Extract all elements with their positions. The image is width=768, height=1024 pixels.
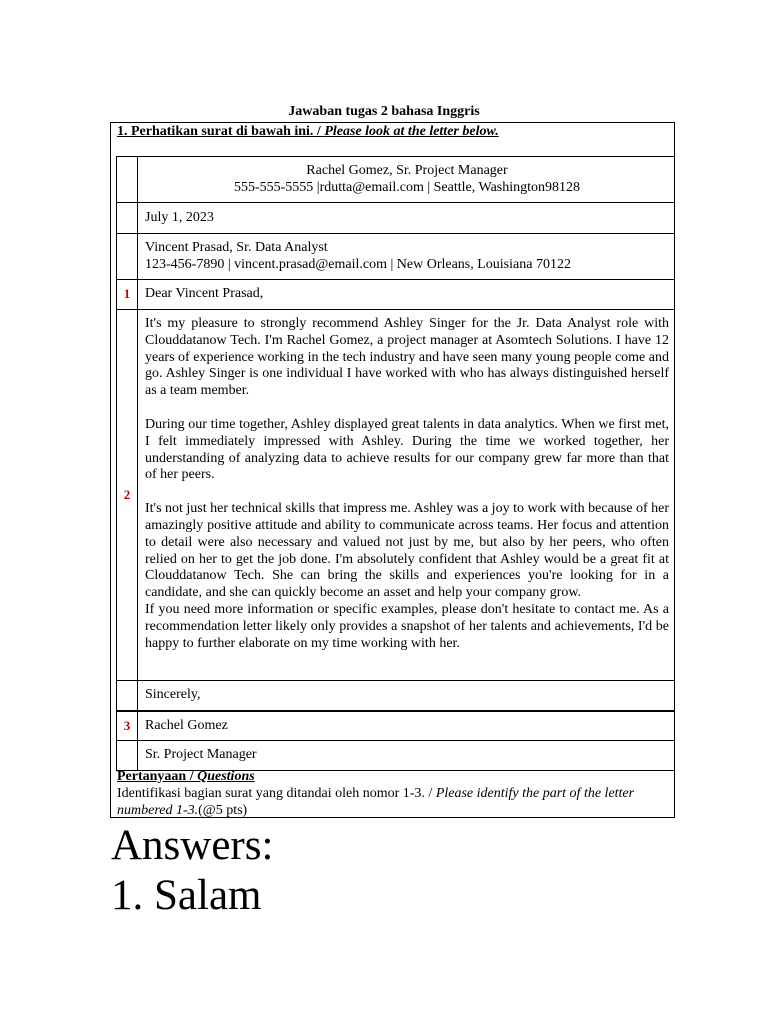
- answers-section: [111, 821, 273, 921]
- signature-name: Rachel Gomez: [138, 711, 675, 741]
- question-indonesian: Identifikasi bagian surat yang ditandai oleh nomor 1-3. /: [117, 786, 436, 801]
- body-paragraph: If you need more information or specific examples, please don't hesitate to contact me. As a recommendation letter likely only provides a snapshot of her talents and achievements, I'd be happy to further elaborate on my time working with her.: [145, 601, 669, 651]
- questions-text: [117, 785, 665, 819]
- question-english: Please identify the part of the letter numbered 1-3.: [117, 786, 635, 818]
- letter-signature-row: [117, 711, 675, 741]
- questions-heading: [117, 768, 665, 785]
- row-number-1: 1: [117, 280, 138, 310]
- sender-contact-line: 555-555-5555 |rdutta@email.com | Seattle, Washington98128: [233, 179, 581, 195]
- answers-heading: Answers:: [111, 822, 274, 869]
- letter-closing: Sincerely,: [138, 681, 675, 712]
- row-number-empty: [117, 741, 138, 771]
- instruction-english: Please look at the letter below.: [324, 124, 499, 139]
- recipient-contact-line: 123-456-7890 | vincent.prasad@email.com | New Orleans, Louisiana 70122: [145, 256, 571, 272]
- body-paragraph: During our time together, Ashley displayed great talents in data analytics. When we first met, I felt immediately impressed with Ashley. During the time we worked together, her understanding of analyzing data to achieve results for our company grew far more than that of her peers.: [145, 416, 669, 483]
- letter-signature-title-row: [117, 741, 675, 771]
- questions-section: [117, 768, 665, 819]
- sender-name-line: Rachel Gomez, Sr. Project Manager: [306, 162, 508, 178]
- signature-title: Sr. Project Manager: [138, 741, 675, 771]
- row-number-empty: [117, 203, 138, 234]
- questions-heading-english: Questions: [197, 769, 255, 784]
- letter-date-row: [117, 203, 675, 234]
- row-number-3: 3: [117, 711, 138, 741]
- letter-salutation: Dear Vincent Prasad,: [138, 280, 675, 310]
- letter-recipient-row: [117, 234, 675, 280]
- answer-line-1: 1. Salam: [111, 872, 262, 919]
- questions-heading-indonesian: Pertanyaan /: [117, 769, 198, 784]
- letter-table: [116, 156, 675, 771]
- letter-body-row: [117, 310, 675, 681]
- letter-closing-row: [117, 681, 675, 712]
- row-number-empty: [117, 157, 138, 203]
- letter-date: July 1, 2023: [138, 203, 675, 234]
- recipient-name-line: Vincent Prasad, Sr. Data Analyst: [145, 239, 328, 255]
- document-title: Jawaban tugas 2 bahasa Inggris: [288, 104, 480, 119]
- assignment-frame: [110, 122, 675, 818]
- letter-salutation-row: [117, 280, 675, 310]
- row-number-2: 2: [117, 310, 138, 681]
- body-paragraph: It's not just her technical skills that impress me. Ashley was a joy to work with because of her amazingly positive attitude and ability to communicate across teams. Her focus and attention to detail were also necessary and valued not just by me, but also by her peers, who often relied on her to get the job done. I'm absolutely confident that Ashley would be a great fit at Clouddatanow Tech. She can bring the skills and experiences you're looking for in a candidate, and she can quickly become an asset and help your company grow.: [145, 501, 669, 601]
- instruction-indonesian: 1. Perhatikan surat di bawah ini. /: [117, 124, 325, 139]
- instruction: [117, 123, 499, 141]
- question-points: (@5 pts): [198, 803, 248, 818]
- body-paragraph: It's my pleasure to strongly recommend Ashley Singer for the Jr. Data Analyst role with Clouddatanow Tech. I'm Rachel Gomez, a project manager at Asomtech Solutions. I have 12 years of experience working in the tech industry and have seen many young people come and go. Ashley Singer is one individual I have worked with who has always distinguished herself as a team member.: [145, 316, 669, 399]
- row-number-empty: [117, 234, 138, 280]
- letter-header: [138, 157, 675, 203]
- letter-recipient: [138, 234, 675, 280]
- letter-header-row: [117, 157, 675, 203]
- row-number-empty: [117, 681, 138, 712]
- letter-body: [138, 310, 675, 681]
